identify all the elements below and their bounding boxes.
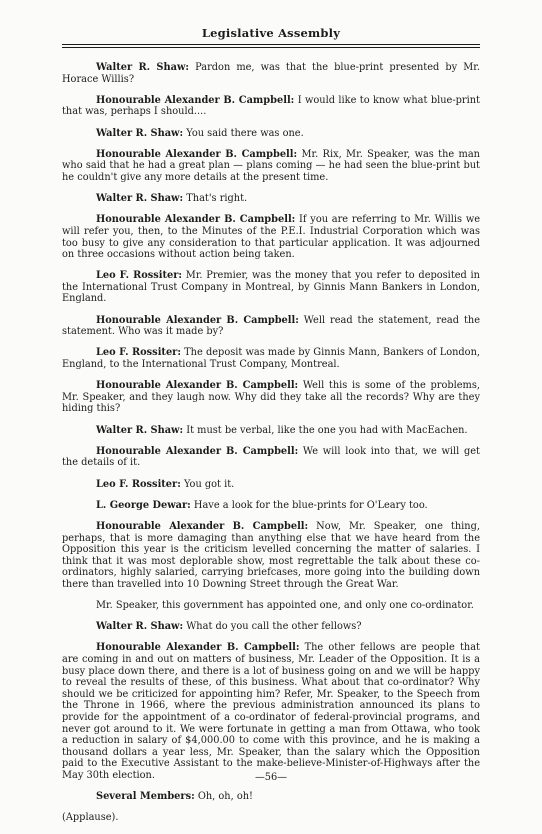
speaker-name: Leo F. Rossiter: [96,270,183,282]
transcript-paragraph [62,812,480,824]
transcript-paragraph [62,446,480,469]
speech-text: Mr. Rix, Mr. Speaker, was the man who said that he had a great plan — plans coming — he had seen the blue-print but he couldn't give any more details at the present time. [62,148,480,183]
transcript-paragraph [62,500,480,512]
transcript-body [62,62,480,834]
transcript-paragraph [62,95,480,118]
transcript-paragraph [62,62,480,85]
speaker-name: Walter R. Shaw: [96,62,190,73]
transcript-paragraph [62,380,480,415]
transcript-paragraph [62,521,480,591]
speaker-name: Honourable Alexander B. Campbell: [96,445,299,457]
speech-text: It must be verbal, like the one you had with MacEachen. [183,424,468,436]
speaker-name: Honourable Alexander B. Campbell: [96,380,299,392]
speaker-name: Walter R. Shaw: [96,193,184,205]
speech-text: Have a look for the blue-prints for O'Leary too. [190,499,428,511]
page-number: —56— [254,772,288,783]
speech-text: Well read the statement, read the statement. Who was it made by? [62,314,480,338]
transcript-paragraph [62,347,480,370]
speaker-name: Leo F. Rossiter: [96,478,181,490]
speech-text: If you are referring to Mr. Willis we will refer you, then, to the Minutes of the P.E.I. Industrial Corporation which was too busy to give any consideration to that particular application. It was adjourned on three occasions without action being taken. [62,214,480,261]
speaker-name: Honourable Alexander B. Campbell: [96,520,309,532]
speech-text: Now, Mr. Speaker, one thing, perhaps, that is more damaging than anything else that we have heard from the Opposition this year is the criticism levelled concerning the matter of salaries. I think that it was most deplorable show, most regrettable the talk about these co-ordinators, highly salaried, carrying briefcases, more going into the building down there than travelled into 10 Downing Street through the Great War. [62,520,480,590]
speech-text: (Applause). [62,812,119,824]
speech-text: Pardon me, was that the blue-print presented by Mr. Horace Willis? [62,62,480,85]
speaker-name: Honourable Alexander B. Campbell: [96,94,295,106]
transcript-paragraph [62,315,480,338]
speaker-name: Honourable Alexander B. Campbell: [96,148,298,160]
speaker-name: Several Members: [96,791,195,803]
speech-text: The deposit was made by Ginnis Mann, Bankers of London, England, to the International Trust Company, Montreal. [62,347,480,371]
speech-text: What do you call the other fellows? [183,621,362,633]
speech-text: That's right. [183,193,248,205]
transcript-paragraph [62,791,480,803]
speaker-name: Leo F. Rossiter: [96,347,181,359]
speech-text: Mr. Speaker, this government has appointed one, and only one co-ordinator. [96,600,474,612]
speaker-name: Walter R. Shaw: [96,127,184,139]
transcript-paragraph [62,214,480,260]
speaker-name: Honourable Alexander B. Campbell: [96,214,296,226]
header-rule-top [62,44,480,45]
speaker-name: Honourable Alexander B. Campbell: [96,314,299,326]
speaker-name: Honourable Alexander B. Campbell: [96,642,300,654]
page-header: Legislative Assembly [201,26,341,40]
transcript-paragraph [62,149,480,184]
speech-text: Mr. Premier, was the money that you refer to deposited in the International Trust Company in Montreal, by Ginnis Mann Bankers in London, England. [62,270,480,305]
header-rule-bottom [62,47,480,48]
speaker-name: Walter R. Shaw: [96,621,184,633]
transcript-paragraph [62,193,480,205]
speech-text: You got it. [180,478,235,490]
speech-text: I would like to know what blue-print that was, perhaps I should.... [62,94,480,118]
transcript-paragraph [62,479,480,491]
transcript-paragraph [62,425,480,437]
transcript-paragraph [62,128,480,140]
speech-text: We will look into that, we will get the details of it. [62,445,480,469]
transcript-paragraph [62,621,480,633]
speaker-name: L. George Dewar: [96,499,191,511]
transcript-paragraph [62,642,480,781]
speech-text: The other fellows are people that are coming in and out on matters of business, Mr. Leader of the Opposition. It is a busy place down there, and there is a lot of business going on and we will be happy to reveal the results of these, of this business. What about that co-ordinator? Why should we be criticized for appointing him? Refer, Mr. Speaker, to the Speech from the Throne in 1966, where the previous administration announced its plans to provide for the appointment of a co-ordinator of federal-provincial programs, and never got around to it. We were fortunate in getting a man from Ottawa, who took a reduction in salary of $4,000.00 to come with this province, and he is making a thousand dollars a year less, Mr. Speaker, than the salary which the Opposition paid to the Executive Assistant to the make-believe-Minister-of-Highways after the May 30th election. [62,642,480,781]
transcript-paragraph [62,270,480,305]
speech-text: You said there was one. [183,127,304,139]
transcript-paragraph [62,600,480,612]
speech-text: Oh, oh, oh! [194,791,253,803]
speaker-name: Walter R. Shaw: [96,424,184,436]
speech-text: Well this is some of the problems, Mr. Speaker, and they laugh now. Why did they take all the records? Why are they hiding this? [62,380,480,415]
